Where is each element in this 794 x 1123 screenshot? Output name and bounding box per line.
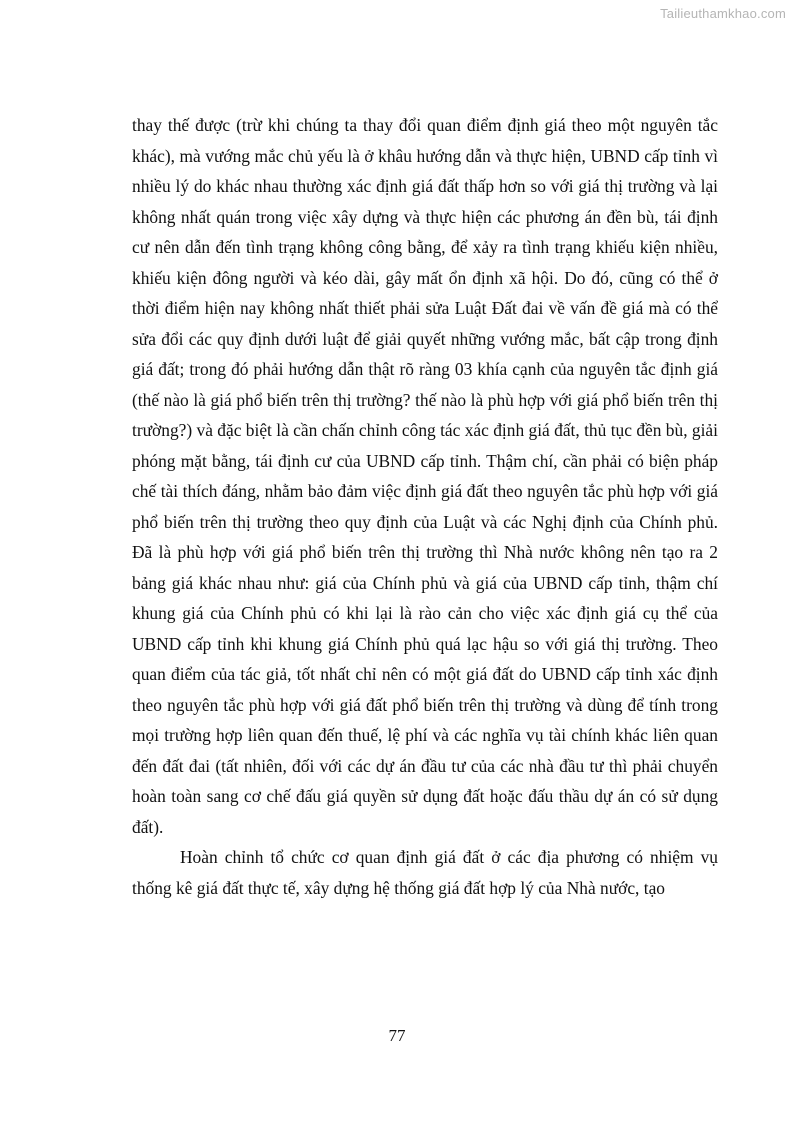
body-paragraph-continued: thay thế được (trừ khi chúng ta thay đổi quan điểm định giá theo một nguyên tắc khác), mà vướng mắc chủ yếu là ở khâu hướng dẫn và thực hiện, UBND cấp tỉnh vì nhiều lý do khác nhau thường xác định giá đất thấp hơn so với giá thị trường và lại không nhất quán trong việc xây dựng và thực hiện các phương án đền bù, tái định cư nên dẫn đến tình trạng không công bằng, để xảy ra tình trạng khiếu kiện nhiều, khiếu kiện đông người và kéo dài, gây mất ổn định xã hội. Do đó, cũng có thể ở thời điểm hiện nay không nhất thiết phải sửa Luật Đất đai về vấn đề giá mà có thể sửa đổi các quy định dưới luật để giải quyết những vướng mắc, bất cập trong định giá đất; trong đó phải hướng dẫn thật rõ ràng 03 khía cạnh của nguyên tắc định giá (thế nào là giá phổ biến trên thị trường? thế nào là phù hợp với giá phổ biến trên thị trường?) và đặc biệt là cần chấn chỉnh công tác xác định giá đất, thủ tục đền bù, giải phóng mặt bằng, tái định cư của UBND cấp tỉnh. Thậm chí, cần phải có biện pháp chế tài thích đáng, nhằm bảo đảm việc định giá đất theo nguyên tắc phù hợp với giá phổ biến trên thị trường theo quy định của Luật và các Nghị định của Chính phủ. Đã là phù hợp với giá phổ biến trên thị trường thì Nhà nước không nên tạo ra 2 bảng giá khác nhau như: giá của Chính phủ và giá của UBND cấp tỉnh, thậm chí khung giá của Chính phủ có khi lại là rào cản cho việc xác định giá cụ thể của UBND cấp tỉnh khi khung giá Chính phủ quá lạc hậu so với giá thị trường. Theo quan điểm của tác giả, tốt nhất chỉ nên có một giá đất do UBND cấp tỉnh xác định theo nguyên tắc phù hợp với giá đất phổ biến trên thị trường và dùng để tính trong mọi trường hợp liên quan đến thuế, lệ phí và các nghĩa vụ tài chính khác liên quan đến đất đai (tất nhiên, đối với các dự án đầu tư của các nhà đầu tư thì phải chuyển hoàn toàn sang cơ chế đấu giá quyền sử dụng đất hoặc đấu thầu dự án có sử dụng đất). [132,115,718,837]
page-number: 77 [388,1026,406,1045]
watermark-text: Tailieuthamkhao.com [660,6,786,21]
page-body [132,110,718,903]
body-paragraph-new: Hoàn chỉnh tổ chức cơ quan định giá đất ở các địa phương có nhiệm vụ thống kê giá đất thực tế, xây dựng hệ thống giá đất hợp lý của Nhà nước, tạo [132,847,718,898]
